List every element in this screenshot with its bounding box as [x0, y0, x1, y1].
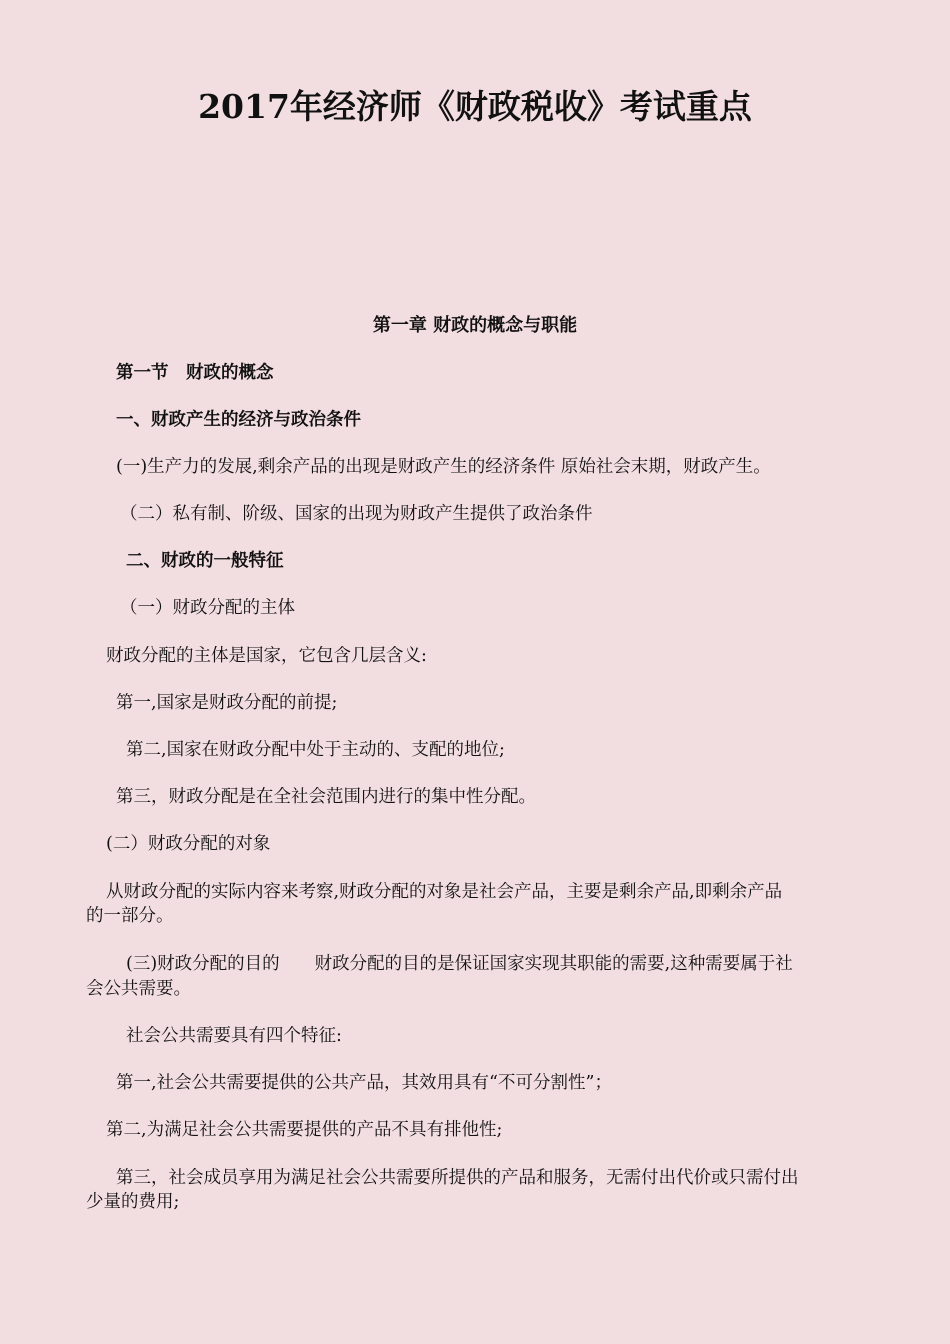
paragraph-14-line-1: 第三，社会成员享用为满足社会公共需要所提供的产品和服务，无需付出代价或只需付出 — [116, 1168, 799, 1188]
paragraph-6: 第二,国家在财政分配中处于主动的、支配的地位; — [126, 740, 505, 760]
subheading-2: 二、财政的一般特征 — [126, 551, 284, 571]
paragraph-2: （二）私有制、阶级、国家的出现为财政产生提供了政治条件 — [120, 504, 593, 524]
paragraph-1: (一)生产力的发展,剩余产品的出现是财政产生的经济条件 原始社会末期，财政产生。 — [116, 457, 771, 477]
chapter-heading: 第一章 财政的概念与职能 — [372, 315, 578, 336]
paragraph-7: 第三，财政分配是在全社会范围内进行的集中性分配。 — [116, 787, 536, 807]
paragraph-9-line-1: 从财政分配的实际内容来考察,财政分配的对象是社会产品，主要是剩余产品,即剩余产品 — [106, 882, 783, 902]
paragraph-9-line-2: 的一部分。 — [86, 906, 174, 926]
paragraph-11: 社会公共需要具有四个特征: — [126, 1026, 342, 1046]
section-heading: 第一节 财政的概念 — [116, 363, 274, 383]
paragraph-5: 第一,国家是财政分配的前提; — [116, 693, 338, 713]
paragraph-10-line-1: (三)财政分配的目的 财政分配的目的是保证国家实现其职能的需要,这种需要属于社 — [126, 954, 793, 974]
paragraph-12: 第一,社会公共需要提供的公共产品，其效用具有“不可分割性”； — [116, 1073, 612, 1093]
paragraph-3: （一）财政分配的主体 — [120, 598, 295, 618]
subheading-1: 一、财政产生的经济与政治条件 — [116, 410, 361, 430]
paragraph-14-line-2: 少量的费用; — [86, 1192, 180, 1212]
paragraph-4: 财政分配的主体是国家，它包含几层含义: — [106, 646, 427, 666]
document-title: 2017年经济师《财政税收》考试重点 — [198, 87, 752, 126]
paragraph-8: (二）财政分配的对象 — [106, 834, 271, 854]
paragraph-13: 第二,为满足社会公共需要提供的产品不具有排他性; — [106, 1120, 503, 1140]
paragraph-10-line-2: 会公共需要。 — [86, 979, 191, 999]
